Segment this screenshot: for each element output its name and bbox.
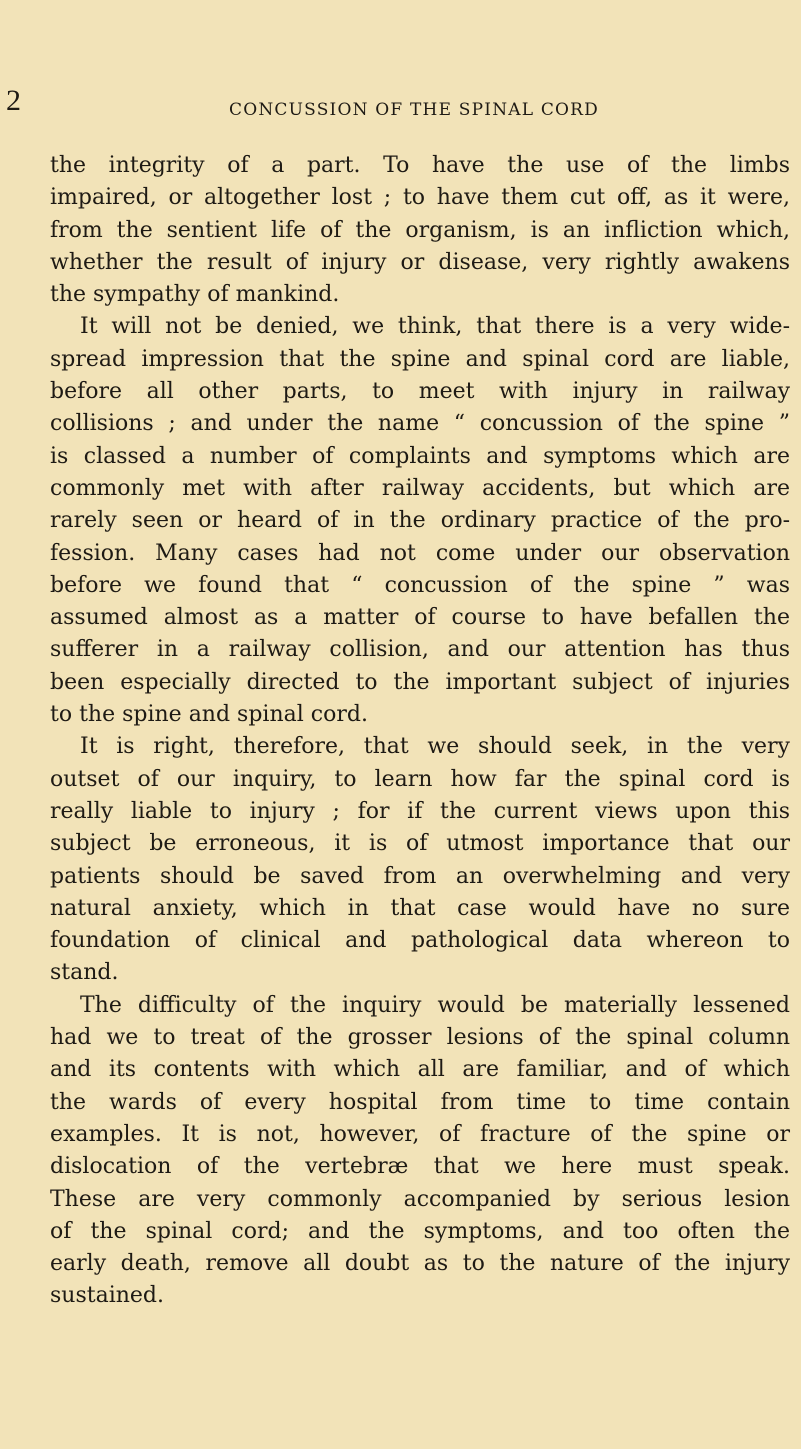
text-line: natural anxiety, which in that case would have no sure [50, 895, 790, 921]
text-line: patients should be saved from an overwhelming and very [50, 863, 790, 889]
paragraph [50, 311, 790, 731]
text-line: the sympathy of mankind. [50, 282, 340, 308]
text-line: early death, remove all doubt as to the nature of the injury [50, 1251, 790, 1277]
running-head [0, 84, 801, 130]
text-line: before we found that “ concussion of the spine ” was [50, 572, 790, 598]
text-line: These are very commonly accompanied by serious lesion [50, 1186, 790, 1212]
text-line: sufferer in a railway collision, and our attention has thus [50, 637, 790, 663]
text-line: spread impression that the spine and spinal cord are liable, [50, 346, 790, 372]
running-title: CONCUSSION OF THE SPINAL CORD [229, 100, 600, 120]
text-line: outset of our inquiry, to learn how far the spinal cord is [50, 766, 790, 792]
text-line: the integrity of a part. To have the use of the limbs [50, 153, 790, 178]
text-line: impaired, or altogether lost ; to have them cut off, as it were, [50, 185, 790, 211]
text-line: before all other parts, to meet with injury in railway [50, 379, 790, 405]
text-line: the wards of every hospital from time to time contain [50, 1089, 790, 1115]
text-line: to the spine and spinal cord. [50, 702, 368, 728]
text-line: collisions ; and under the name “ concussion of the spine ” [50, 411, 790, 437]
text-line: and its contents with which all are familiar, and of which [50, 1057, 790, 1083]
body-text [50, 150, 790, 1313]
paragraph [50, 990, 790, 1313]
text-line: had we to treat of the grosser lesions of the spinal column [50, 1025, 790, 1051]
text-line: subject be erroneous, it is of utmost importance that our [50, 831, 790, 857]
page-number: 2 [6, 84, 21, 117]
text-line: from the sentient life of the organism, is an infliction which, [50, 217, 790, 243]
text-line: stand. [50, 960, 119, 986]
paragraph [50, 731, 790, 989]
text-line: rarely seen or heard of in the ordinary practice of the pro- [50, 508, 790, 534]
text-line: sustained. [50, 1283, 165, 1309]
text-line: fession. Many cases had not come under our observation [50, 540, 790, 566]
text-line: been especially directed to the important subject of injuries [50, 669, 790, 695]
text-line: foundation of clinical and pathological data whereon to [50, 928, 790, 954]
text-line: The difficulty of the inquiry would be materially lessened [80, 992, 790, 1018]
text-line: of the spinal cord; and the symptoms, and too often the [50, 1218, 790, 1244]
text-line: really liable to injury ; for if the current views upon this [50, 798, 790, 824]
text-line: dislocation of the vertebræ that we here must speak. [50, 1154, 790, 1180]
text-line: assumed almost as a matter of course to have befallen the [50, 605, 790, 631]
text-line: is classed a number of complaints and symptoms which are [50, 443, 790, 469]
text-line: It will not be denied, we think, that there is a very wide- [80, 314, 790, 340]
text-line: commonly met with after railway accidents, but which are [50, 475, 790, 501]
text-line: It is right, therefore, that we should seek, in the very [80, 734, 790, 760]
paragraph [50, 150, 790, 311]
text-line: whether the result of injury or disease, very rightly awakens [50, 249, 790, 275]
text-line: examples. It is not, however, of fracture of the spine or [50, 1121, 790, 1147]
